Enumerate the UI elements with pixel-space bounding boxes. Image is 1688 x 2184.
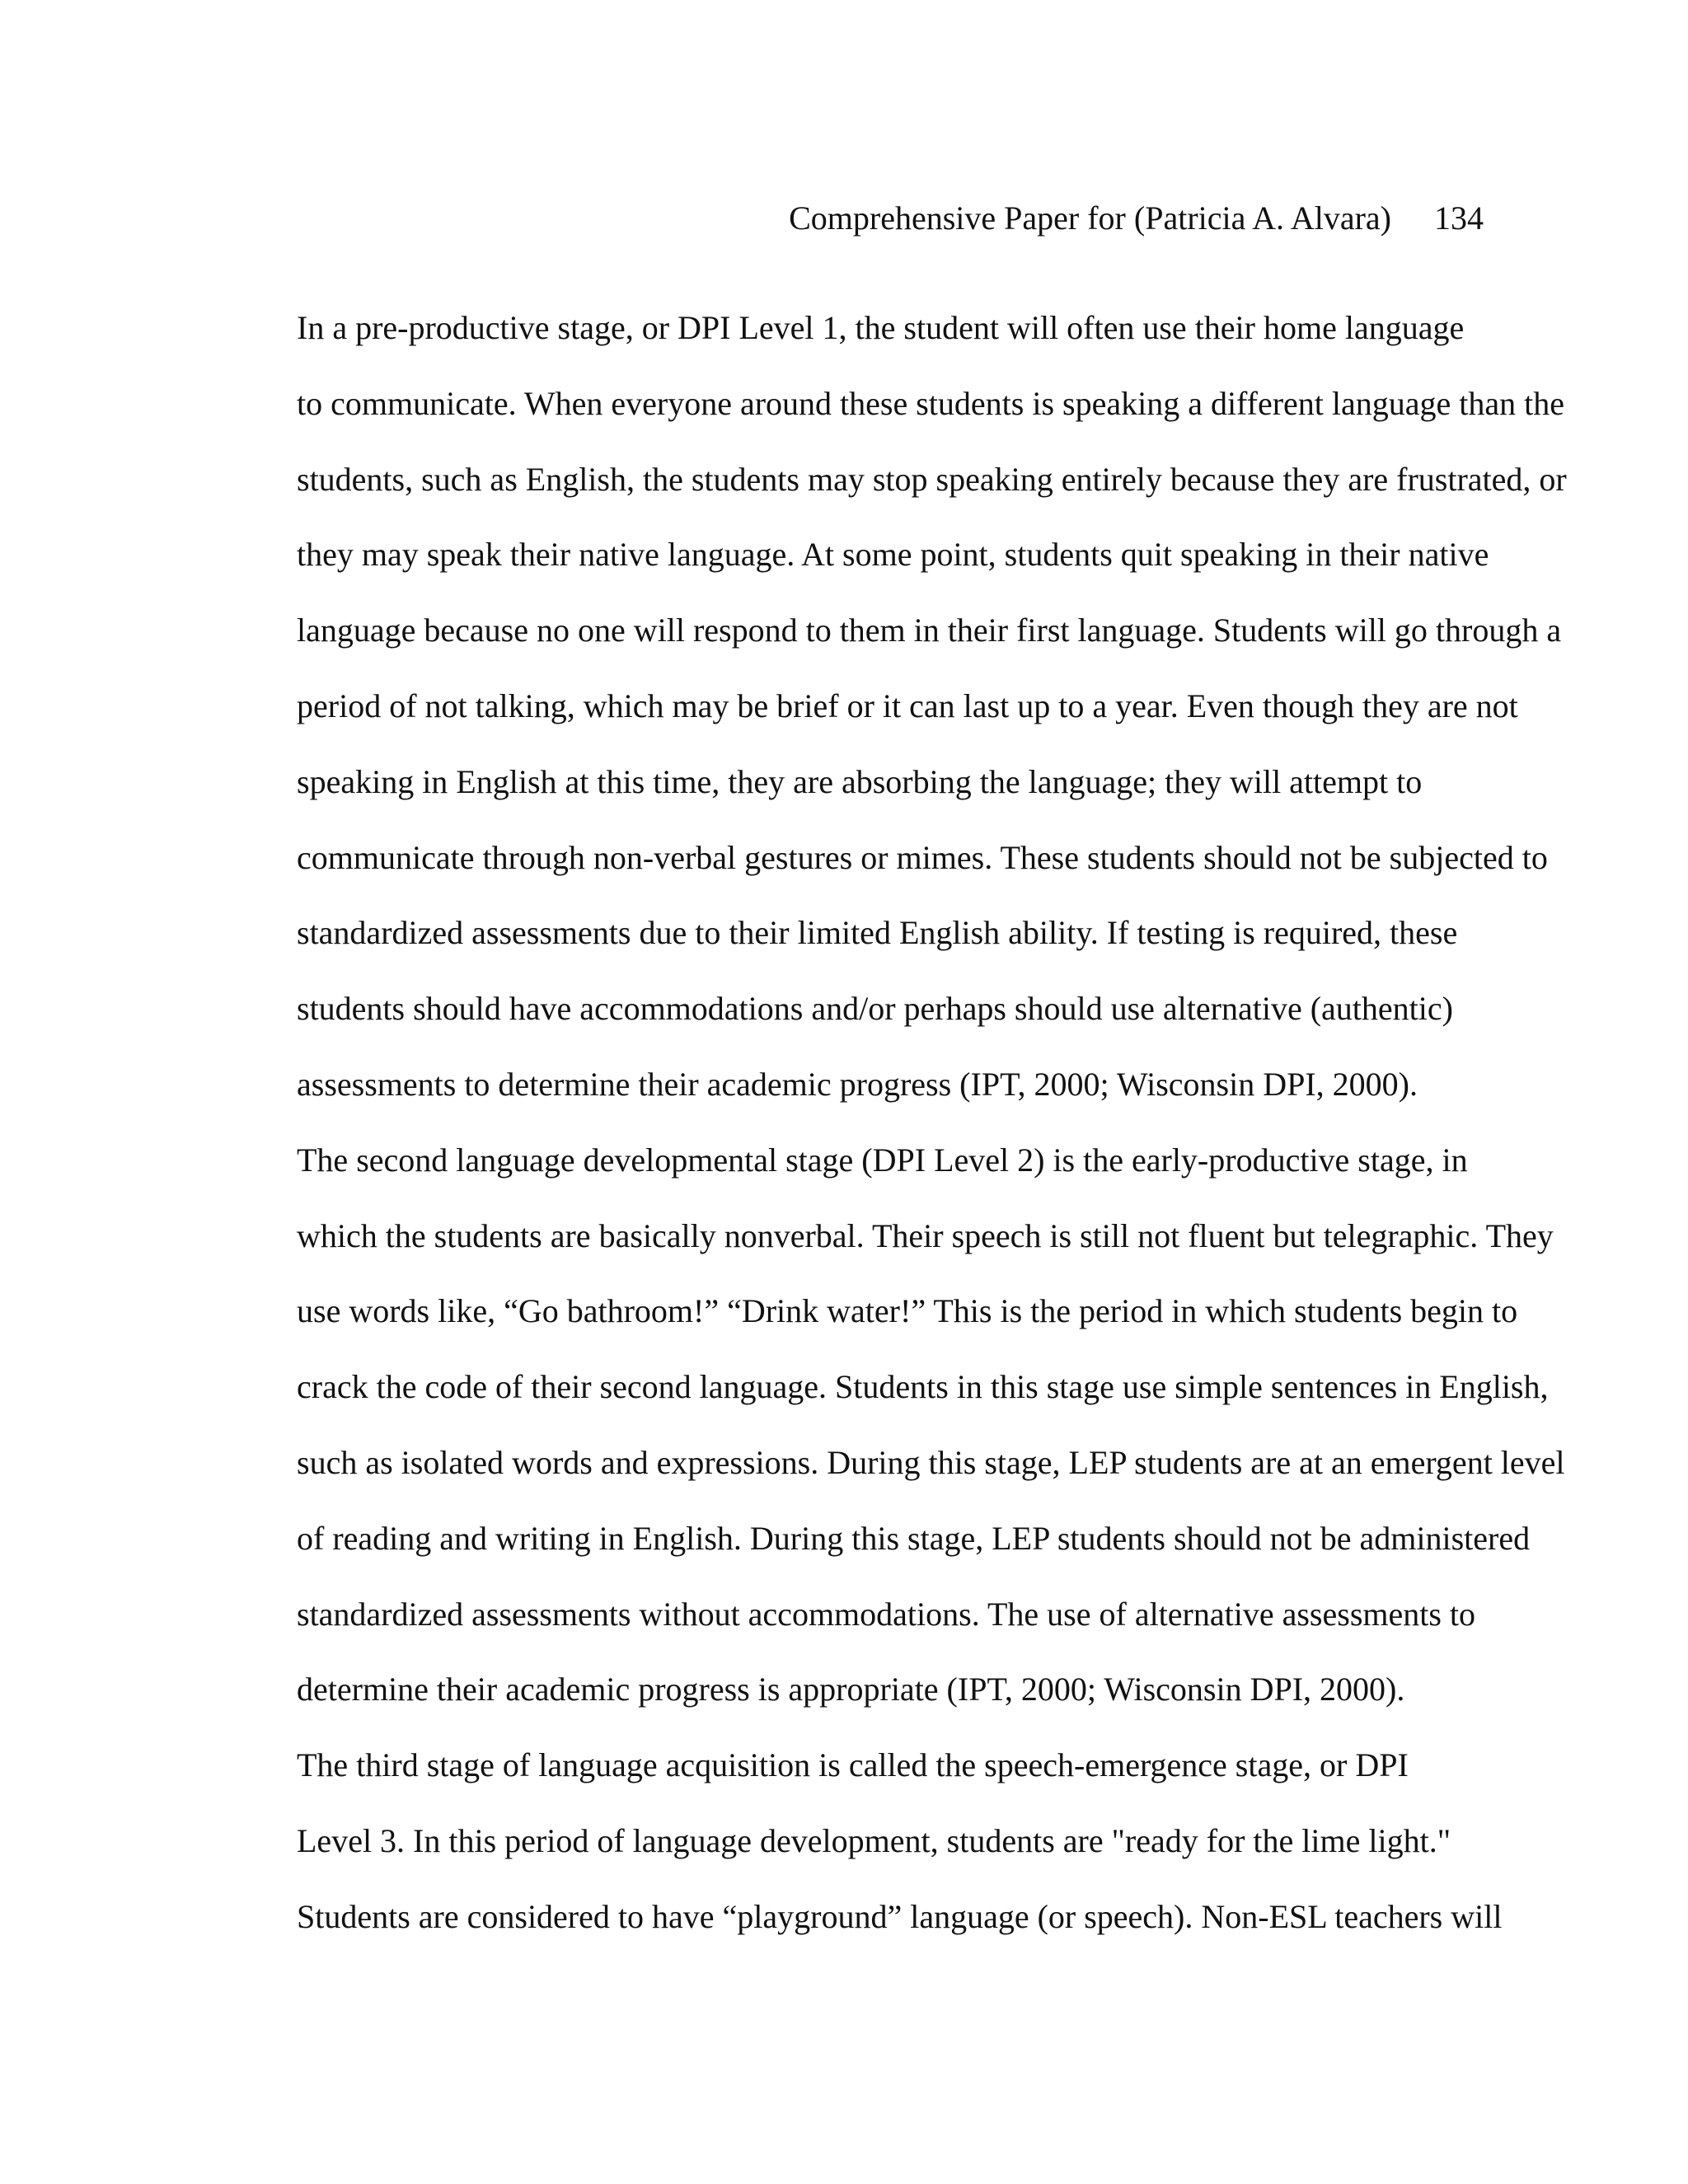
text-line: language because no one will respond to them in their first language. Students will go through a: [297, 612, 1562, 649]
paragraph-speech-emergence-stage: [198, 1727, 1503, 1954]
text-line: to communicate. When everyone around these students is speaking a different language than the: [297, 384, 1565, 422]
paragraph-early-productive-stage: [198, 1122, 1565, 1727]
text-line: determine their academic progress is appropriate (IPT, 2000; Wisconsin DPI, 2000).: [297, 1671, 1405, 1708]
text-line: students, such as English, the students may stop speaking entirely because they are frustrated, or: [297, 460, 1567, 498]
page-number: 134: [1434, 199, 1484, 237]
text-line: Students are considered to have “playground” language (or speech). Non-ESL teachers will: [297, 1897, 1503, 1935]
running-header: [789, 194, 1484, 243]
text-line: Level 3. In this period of language development, students are "ready for the lime light.": [297, 1821, 1451, 1859]
text-line: which the students are basically nonverbal. Their speech is still not fluent but telegraphic. They: [297, 1216, 1554, 1254]
text-line: students should have accommodations and/or perhaps should use alternative (authentic): [297, 990, 1453, 1028]
text-line: The second language developmental stage (DPI Level 2) is the early-productive stage, in: [297, 1141, 1468, 1179]
text-line: they may speak their native language. At some point, students quit speaking in their native: [297, 536, 1489, 574]
body-text: [198, 290, 1567, 1955]
text-line: use words like, “Go bathroom!” “Drink water!” This is the period in which students begin to: [297, 1292, 1518, 1330]
paragraph-pre-productive-stage: [198, 290, 1567, 1122]
text-line: standardized assessments due to their limited English ability. If testing is required, these: [297, 914, 1458, 952]
text-line: The third stage of language acquisition is called the speech-emergence stage, or DPI: [297, 1746, 1409, 1784]
text-line: period of not talking, which may be brief or it can last up to a year. Even though they are not: [297, 687, 1518, 724]
text-line: assessments to determine their academic progress (IPT, 2000; Wisconsin DPI, 2000).: [297, 1065, 1418, 1103]
text-line: standardized assessments without accommodations. The use of alternative assessments to: [297, 1595, 1476, 1633]
text-line: communicate through non-verbal gestures or mimes. These students should not be subjected to: [297, 838, 1548, 876]
text-line: of reading and writing in English. During this stage, LEP students should not be administered: [297, 1519, 1531, 1557]
text-line: such as isolated words and expressions. During this stage, LEP students are at an emergent level: [297, 1443, 1565, 1481]
running-title: Comprehensive Paper for (Patricia A. Alvara): [789, 199, 1391, 237]
text-line: crack the code of their second language. Students in this stage use simple sentences in English,: [297, 1368, 1549, 1406]
text-line: speaking in English at this time, they are absorbing the language; they will attempt to: [297, 762, 1423, 800]
text-line: In a pre-productive stage, or DPI Level 1, the student will often use their home language: [297, 309, 1465, 346]
